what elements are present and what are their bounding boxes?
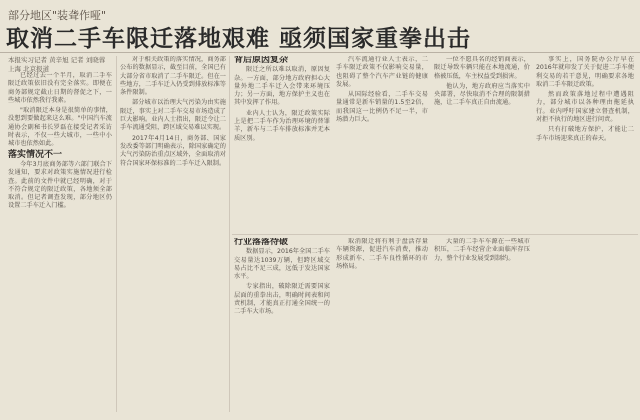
- column-1: [8, 72, 112, 412]
- paragraph: 限迁之所以难以取消，原因复杂。一方面，部分地方政府担心大量外地二手车迁入会带来环境压力；另一方面，地方保护主义也在其中发挥了作用。: [234, 66, 330, 107]
- section-divider: [232, 234, 638, 235]
- section-heading: 落实情况不一: [8, 149, 63, 160]
- column-4: [336, 56, 428, 232]
- paragraph: 只有打破地方保护，才能让二手车市场迎来真正的春天。: [536, 126, 634, 142]
- paragraph: 已经过去一个半月，取消二手车限迁政策依旧没有完全落实。即便在商务部规定截止日期的督促之下，一些城市依然我行我素。: [8, 72, 112, 104]
- article-kicker: 部分地区"装聋作哑": [8, 9, 107, 22]
- article-byline: 本报实习记者 黄辛旭 记者 刘晓蓉 上海 北京报道: [8, 56, 106, 73]
- paragraph: 今年3月底商务部等六部门联合下发通知，要求对政策实施情况进行检查。此前的文件中就已经明确，对于不符合规定的限迁政策，各地须全部取消。但记者调查发现，部分地区仍设置二手车迁入门槛。: [8, 160, 112, 210]
- column-4-lower: [336, 238, 428, 412]
- column-5-lower: [434, 238, 530, 412]
- paragraph: 部分城市以治理大气污染为由实施限迁，事实上对二手车交易市场造成了巨大影响。业内人士指出，限迁令让二手车流通受阻，跨区域交易难以实现。: [120, 99, 226, 132]
- column-2: [120, 56, 226, 412]
- column-divider: [229, 56, 230, 412]
- paragraph: 从国际经验看，二手车交易量通常是新车销量的1.5至2倍，而我国这一比例仍不足一半，市场潜力巨大。: [336, 91, 428, 124]
- paragraph: 取消限迁将有利于盘活存量车辆资源，促进汽车消费，推动形成新车、二手车良性循环的市场格局。: [336, 238, 428, 270]
- paragraph: 2017年4月14日，商务部、国家发改委等部门明确表示，除国家确定的大气污染防治重点区域外，全面取消对符合国家环保标准的二手车迁入限制。: [120, 134, 226, 167]
- paragraph: 业内人士认为，限迁政策实际上是把二手车作为治理环境的替罪羊，新车与二手车排放标准并无本质区别。: [234, 109, 330, 142]
- paragraph: 然而政策落地过程中遭遇阻力，部分城市以各种理由拖延执行。业内呼吁国家建立督查机制，对拒不执行的地区进行问责。: [536, 91, 634, 124]
- section-heading: 行业落落待破: [234, 238, 289, 247]
- paragraph: 大量的二手车车源在一些城市积压，二手车经营企业面临库存压力，整个行业发展受到制约。: [434, 238, 530, 262]
- paragraph: 专家指出，破除限迁需要国家层面的重拳出击，明确时间表和问责机制，才能真正打通全国统一的二手车大市场。: [234, 283, 330, 316]
- column-3: [234, 56, 330, 232]
- column-divider: [116, 56, 117, 412]
- column-5: [434, 56, 530, 232]
- paragraph: 数据显示，2016年全国二手车交易量达1039万辆，但跨区域交易占比不足三成，远低于发达国家水平。: [234, 248, 330, 281]
- paragraph: 事实上，国务院办公厅早在2016年就印发了关于促进二手车便利交易的若干意见，明确要求各地取消二手车限迁政策。: [536, 56, 634, 88]
- paragraph: "取消限迁本身是很简单的事情，没想到要做起来这么难。"中国汽车流通协会副秘书长罗磊在接受记者采访时表示，不仅一些大城市，一些中小城市也依然如此。: [8, 107, 112, 148]
- paragraph: 一位不愿具名的经销商表示，限迁导致车辆只能在本地流通，价格被压低，车主权益受到损害。: [434, 56, 530, 80]
- column-3-lower: [234, 238, 330, 412]
- paragraph: 他认为，地方政府应当落实中央部署，尽快取消不合理的限制措施，让二手车真正自由流通。: [434, 82, 530, 107]
- section-heading: 背后原因复杂: [234, 56, 289, 65]
- paragraph: 汽车流通行业人士表示，二手车限迁政策不仅影响交易量，也阻碍了整个汽车产业链的健康发展。: [336, 56, 428, 88]
- paragraph: 对于相关政策的落实情况，商务部公布的数据显示，截至目前，全国已有大部分省市取消了二手车限迁。但在一些地方，二手车迁入仍受到排放标准等条件限制。: [120, 56, 226, 97]
- headline-rule: [0, 52, 640, 53]
- article-headline: 取消二手车限迁落地艰难 亟须国家重拳出击: [6, 26, 472, 52]
